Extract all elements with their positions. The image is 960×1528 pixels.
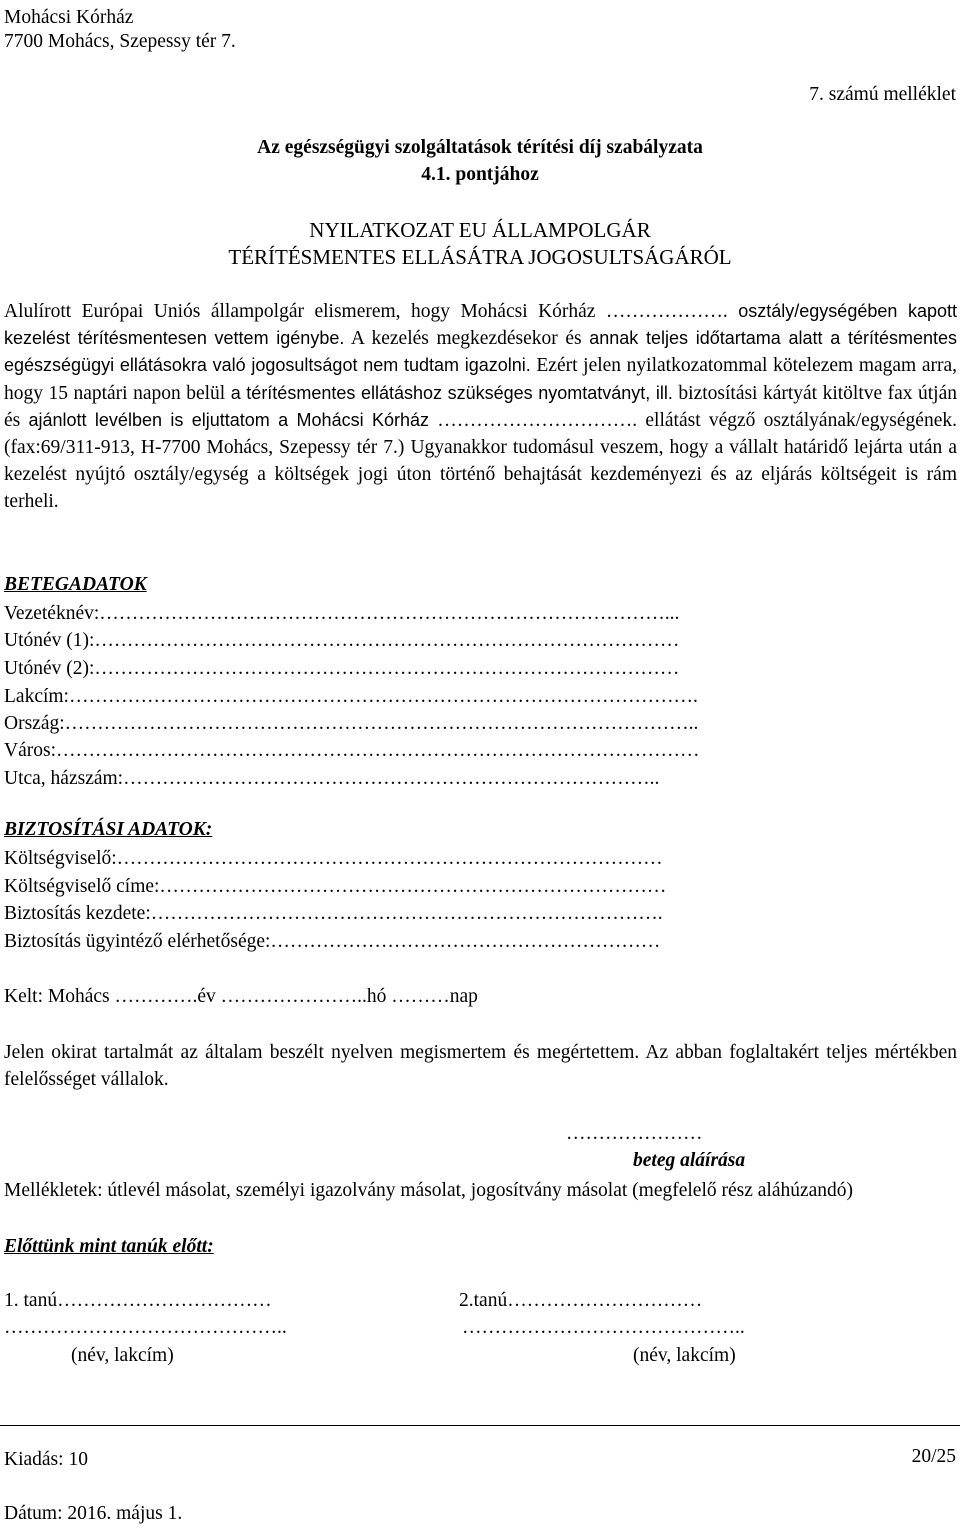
field-street[interactable]: Utca, házszám:………………………………………………………………………..	[4, 768, 660, 789]
witness-2-line[interactable]: 2.tanú…………………………	[459, 1290, 703, 1311]
witness-1-caption: (név, lakcím)	[71, 1345, 174, 1366]
field-cost-bearer[interactable]: Költségviselő:…………………………………………………………………………	[4, 848, 663, 869]
regulation-title: Az egészségügyi szolgáltatások térítési díj szabályzata	[257, 137, 703, 158]
insurance-section-title: BIZTOSÍTÁSI ADATOK:	[4, 819, 213, 840]
paragraph-text-9: …………………………. ellátást végző osztályának/egységének. (fax:69/311-913, H-7700 Mohács, Szepessy tér 7.) Ugyanakkor tudomásul veszem, hogy a vállalt határidő lejárta után a kezelést nyújtó osztály/egység a költségek jogi úton történő behajtását kezdeményezi és az eljárás költségeit is rám terheli.	[4, 409, 957, 513]
witnesses-title: Előttünk mint tanúk előtt:	[4, 1236, 214, 1257]
field-last-name[interactable]: Vezetéknév:……………………………………………………………………………...	[4, 603, 680, 624]
paragraph-text-4: annak teljes időtartama alatt a térítésmentes egészségügyi ellátásokra való jogosultságot nem tudtam igazolni.	[4, 328, 957, 376]
footer-page-number: 20/25	[911, 1446, 956, 1467]
paragraph-text-3: A kezelés megkezdésekor és	[344, 328, 590, 350]
footer-edition: Kiadás: 10	[4, 1449, 88, 1470]
witness-1-line[interactable]: 1. tanú……………………………	[4, 1290, 272, 1311]
witness-2-dots[interactable]: ……………………………………..	[462, 1317, 745, 1338]
footer-divider	[0, 1425, 960, 1426]
witness-2-caption: (név, lakcím)	[633, 1345, 736, 1366]
declaration-title-line1: NYILATKOZAT EU ÁLLAMPOLGÁR	[309, 218, 651, 242]
field-cost-bearer-address[interactable]: Költségviselő címe:……………………………………………………………………	[4, 876, 667, 897]
paragraph-text-7: biztosítási kártyát kitöltve fax útján és	[4, 382, 957, 431]
declaration-paragraph	[4, 298, 957, 516]
declaration-title-line2: TÉRÍTÉSMENTES ELLÁSÁTRA JOGOSULTSÁGÁRÓL	[228, 245, 732, 269]
institution-name: Mohácsi Kórház	[4, 7, 134, 28]
field-city[interactable]: Város:………………………………………………………………………………………	[4, 740, 700, 761]
language-declaration: Jelen okirat tartalmát az általam beszélt nyelven megismertem és megértettem. Az abban foglaltakért teljes mértékben felelősséget vállalok.	[4, 1042, 957, 1091]
header-block	[4, 6, 236, 54]
paragraph-text-5: Ezért jelen nyilatkozatommal kötelezem magam arra, hogy 15 naptári napon belül	[4, 355, 958, 404]
patient-section-title: BETEGADATOK	[4, 574, 147, 595]
attachments-text: Mellékletek: útlevél másolat, személyi igazolvány másolat, jogosítvány másolat (megfelelő rész aláhúzandó)	[4, 1180, 854, 1201]
signature-label: beteg aláírása	[633, 1150, 746, 1171]
institution-address: 7700 Mohács, Szepessy tér 7.	[4, 31, 236, 52]
annex-label: 7. számú melléklet	[809, 84, 956, 105]
regulation-subtitle: 4.1. pontjához	[421, 164, 539, 185]
signature-line[interactable]: …………………	[566, 1123, 703, 1144]
paragraph-text-1: Alulírott Európai Uniós állampolgár elismerem, hogy Mohácsi Kórház ……………….	[4, 301, 728, 322]
date-line[interactable]: Kelt: Mohács ………….év …………………..hó ………nap	[4, 986, 478, 1007]
field-address[interactable]: Lakcím:…………………………………………………………………………………….	[4, 686, 698, 707]
footer-date: Dátum: 2016. május 1.	[4, 1503, 183, 1524]
paragraph-text-8: ajánlott levélben is eljuttatom a Mohácsi Kórház	[28, 409, 429, 430]
witness-1-dots[interactable]: ……………………………………..	[4, 1317, 287, 1338]
field-insurance-start[interactable]: Biztosítás kezdete:…………………………………………………………………….	[4, 903, 663, 924]
paragraph-text-2: osztály/egységében kapott kezelést térítésmentesen vettem igénybe.	[4, 301, 957, 349]
field-first-name-2[interactable]: Utónév (2):………………………………………………………………………………	[4, 658, 680, 679]
field-insurance-contact[interactable]: Biztosítás ügyintéző elérhetősége:……………………………………………………	[4, 931, 661, 952]
field-country[interactable]: Ország:……………………………………………………………………………………..	[4, 713, 699, 734]
paragraph-text-6: a térítésmentes ellátáshoz szükséges nyomtatványt, ill.	[230, 382, 673, 403]
field-first-name-1[interactable]: Utónév (1):………………………………………………………………………………	[4, 630, 680, 651]
